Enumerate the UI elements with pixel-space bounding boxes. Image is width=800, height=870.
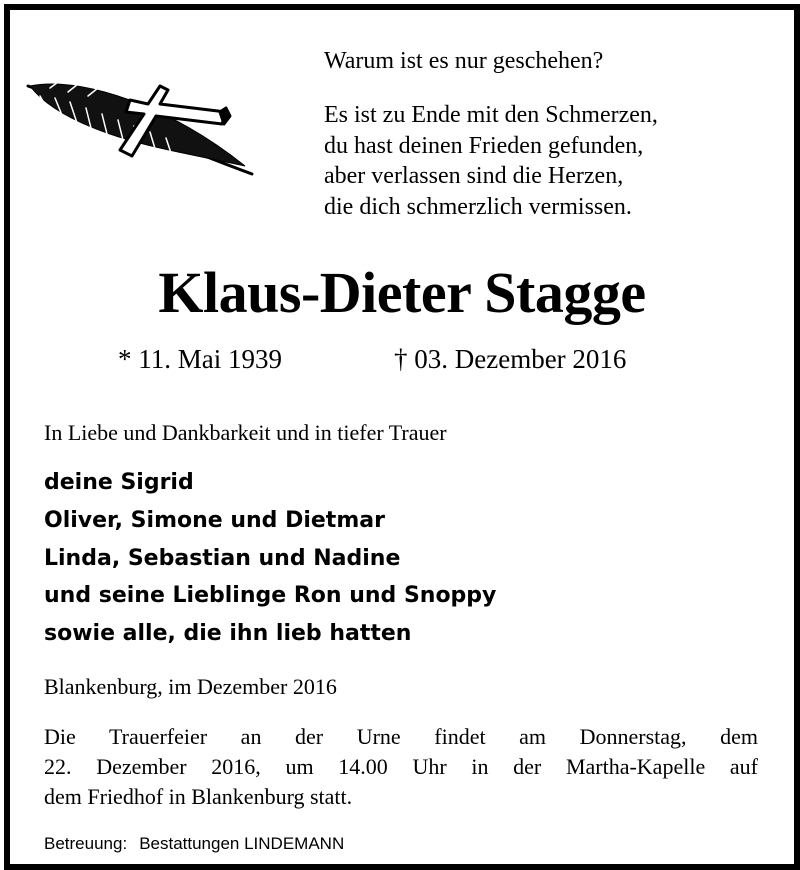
funeral-service-info — [44, 722, 758, 812]
service-line: Die Trauerfeier an der Urne findet am Donnerstag, dem — [44, 724, 758, 749]
cross-with-palm-leaf-icon — [20, 74, 260, 178]
mourning-intro: In Liebe und Dankbarkeit und in tiefer Trauer — [44, 420, 447, 445]
service-line: dem Friedhof in Blankenburg statt. — [44, 784, 353, 809]
service-line: 22. Dezember 2016, um 14.00 Uhr in der Martha-Kapelle auf — [44, 754, 758, 779]
mourner-line: sowie alle, die ihn lieb hatten — [44, 621, 412, 647]
birth-date: * 11. Mai 1939 — [118, 344, 282, 374]
funeral-home-name: Bestattungen LINDEMANN — [139, 834, 345, 853]
obituary-frame — [4, 4, 800, 870]
care-label: Betreuung: — [44, 834, 128, 853]
place-and-date: Blankenburg, im Dezember 2016 — [44, 674, 337, 699]
funeral-home-credit — [44, 832, 344, 856]
poem-line: die dich schmerzlich vermissen. — [324, 193, 632, 220]
mourner-line: Linda, Sebastian und Nadine — [44, 545, 401, 571]
opening-question: Warum ist es nur geschehen? — [324, 48, 604, 74]
poem-line: Es ist zu Ende mit den Schmerzen, — [324, 102, 658, 128]
deceased-name: Klaus-Dieter Stagge — [158, 260, 646, 325]
death-date: † 03. Dezember 2016 — [394, 344, 627, 374]
poem-line: aber verlassen sind die Herzen, — [324, 163, 624, 189]
poem — [324, 100, 658, 222]
poem-line: du hast deinen Frieden gefunden, — [324, 132, 644, 159]
mourner-line: und seine Lieblinge Ron und Snoppy — [44, 583, 497, 609]
mourner-line: Oliver, Simone und Dietmar — [44, 507, 385, 533]
mourner-line: deine Sigrid — [44, 470, 194, 495]
mourners-list — [44, 464, 496, 653]
